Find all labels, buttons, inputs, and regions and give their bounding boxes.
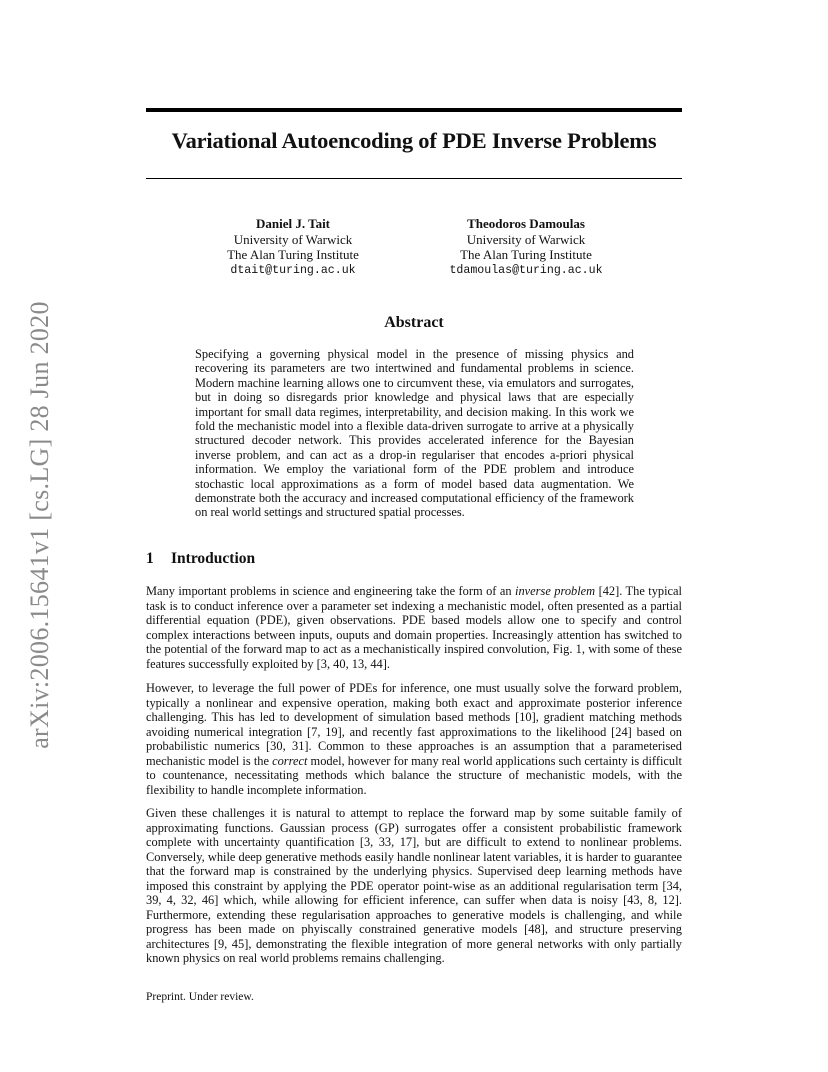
author-affiliation: The Alan Turing Institute — [227, 247, 359, 262]
section-number: 1 — [146, 550, 154, 567]
author-email[interactable]: tdamoulas@turing.ac.uk — [449, 263, 603, 277]
author-affiliation: The Alan Turing Institute — [460, 247, 592, 262]
intro-paragraph-1 — [146, 584, 682, 671]
emphasis: correct — [272, 753, 308, 768]
section-title: Introduction — [171, 550, 256, 567]
author-name: Theodoros Damoulas — [467, 216, 585, 231]
author-block-1 — [183, 216, 403, 278]
author-email[interactable]: dtait@turing.ac.uk — [230, 263, 356, 277]
intro-paragraph-2 — [146, 681, 682, 797]
paper-title: Variational Autoencoding of PDE Inverse Problems — [171, 128, 657, 153]
title-rule-bottom — [146, 178, 682, 179]
author-affiliation: University of Warwick — [233, 231, 353, 247]
intro-paragraph-3: Given these challenges it is natural to attempt to replace the forward map by some suitable family of approximating functions. Gaussian process (GP) surrogates offer a consistent probabilistic framework complete with uncertainty quantification [3, 33, 17], but are difficult to extend to nonlinear problems. Conversely, while deep generative methods easily handle nonlinear latent variables, it is harder to guarantee that the forward map is constrained by the underlying physics. Supervised deep learning methods have imposed this constraint by applying the PDE operator point-wise as an additional regularisation term [34, 39, 4, 32, 46] which, while allowing for efficient inference, can suffer when data is noisy [43, 8, 12]. Furthermore, extending these regularisation approaches to generative models is challenging, and while progress has been made on phyiscally constrained generative models [48], and structure preserving architectures [9, 45], demonstrating the flexible integration of more general networks with only partially known physics on real world problems remains challenging. — [146, 806, 682, 966]
text-run: Many important problems in science and engineering take the form of an — [146, 584, 516, 598]
author-block-2 — [416, 216, 636, 278]
section-heading — [146, 550, 255, 568]
text-run: However, to leverage the full power of PDEs for inference, one must usually solve the forward problem, typically a nonlinear and expensive operation, making both exact and approximate posterior inference challenging. This has led to development of simulation based methods [10], gradient matching methods avoiding numerical integration [7, 19], and recently fast approximations to the likelihood [24] based on probabilistic numerics [30, 31]. Common to these approaches is an assumption that a parameterised mechanistic model is the — [146, 681, 682, 768]
emphasis: inverse problem — [515, 584, 596, 598]
text-run: model, however for many real world applications such certainty is difficult to countenance, necessitating methods which balance the structure of mechanistic models, with the flexibility to handle incomplete information. — [146, 753, 682, 797]
title-rule-top — [146, 108, 682, 112]
author-name: Daniel J. Tait — [255, 216, 331, 231]
author-affiliation: University of Warwick — [466, 231, 586, 247]
arxiv-identifier: arXiv:2006.15641v1 [cs.LG] 28 Jun 2020 — [25, 301, 54, 749]
abstract-heading: Abstract — [384, 314, 444, 331]
preprint-footer: Preprint. Under review. — [146, 991, 254, 1003]
abstract-text: Specifying a governing physical model in the presence of missing physics and recovering its parameters are two intertwined and fundamental problems in science. Modern machine learning allows one to circumvent these, via emulators and surrogates, but in doing so disregards prior knowledge and physical laws that are especially important for small data regimes, interpretability, and decision making. In this work we fold the mechanistic model into a flexible data-driven surrogate to arrive at a physically structured decoder network. This provides accelerated inference for the Bayesian inverse problem, and can act as a drop-in regulariser that encodes a-priori physical information. We employ the variational form of the PDE problem and introduce stochastic local approximations as a form of model based data augmentation. We demonstrate both the accuracy and increased computational efficiency of the framework on real world settings and structured spatial processes. — [195, 347, 634, 520]
text-run: [42]. The typical task is to conduct inference over a parameter set indexing a mechanistic model, often presented as a partial differential equation (PDE), given observations. PDE based models allow one to specify and control complex interactions between inputs, ouputs and domain properties. Increasingly attention has switched to the potential of the forward map to act as a mechanistically inspired convolution, Fig. 1, with some of these features successfully exploited by [3, 40, 13, 44]. — [146, 584, 682, 671]
